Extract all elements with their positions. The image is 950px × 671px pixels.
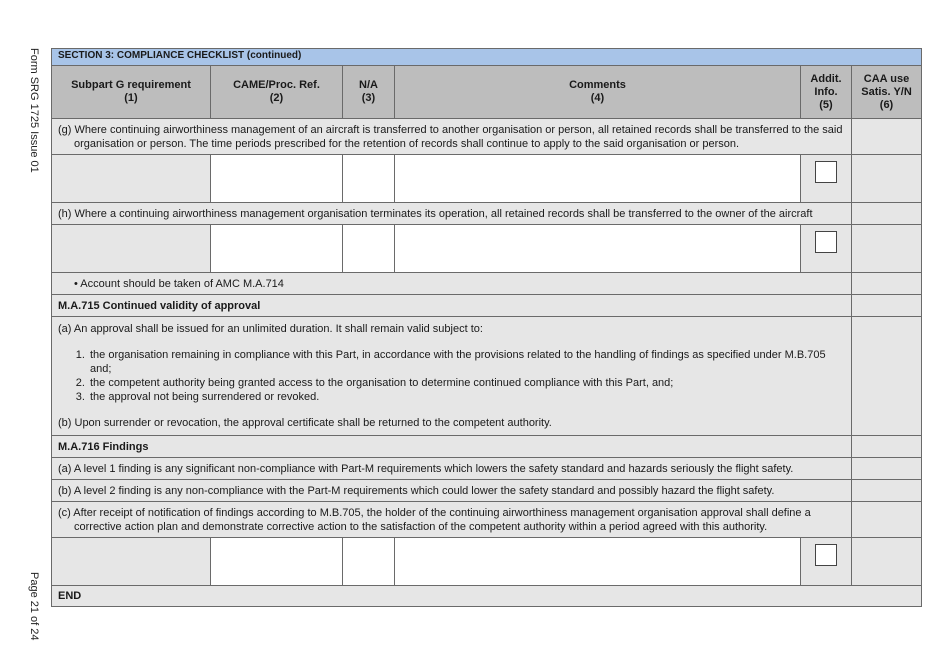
section-title: SECTION 3: COMPLIANCE CHECKLIST (continued) (52, 49, 922, 66)
requirement-row-h (52, 203, 922, 225)
ma715-title: M.A.715 Continued validity of approval (52, 295, 852, 317)
col-header-na: N/A (3) (343, 66, 395, 119)
column-header-row (52, 66, 922, 119)
comments-input[interactable] (395, 538, 801, 586)
requirement-cell (52, 538, 211, 586)
list-item: 3. the approval not being surrendered or revoked. (88, 390, 845, 404)
col-header-requirement: Subpart G requirement (1) (52, 66, 211, 119)
list-item: 2. the competent authority being granted access to the organisation to determine continued compliance with this Part, and; (88, 376, 845, 390)
entry-row-h (52, 225, 922, 273)
ma716-b-text: (b) A level 2 finding is any non-compliance with the Part-M requirements which could lower the safety standard and possibly hazard the flight safety. (52, 480, 852, 502)
page-number-label: Page 21 of 24 (28, 572, 40, 641)
requirement-h-text: (h) Where a continuing airworthiness management organisation terminates its operation, all retained records shall be transferred to the owner of the aircraft (52, 203, 852, 225)
caa-use-cell (852, 502, 922, 538)
caa-use-cell (852, 273, 922, 295)
caa-use-cell (852, 317, 922, 436)
form-number-label: Form SRG 1725 Issue 01 (28, 48, 40, 173)
ma715-body (52, 317, 852, 436)
col-header-addit-info: Addit. Info. (5) (801, 66, 852, 119)
col-header-caa-use: CAA use Satis. Y/N (6) (852, 66, 922, 119)
caa-use-cell (852, 295, 922, 317)
requirement-cell (52, 225, 211, 273)
requirement-row-g (52, 119, 922, 155)
compliance-checklist-table (51, 48, 922, 607)
col-header-came-ref: CAME/Proc. Ref. (2) (211, 66, 343, 119)
addit-info-cell (801, 225, 852, 273)
caa-use-cell (852, 480, 922, 502)
ma715-conditions-list (58, 348, 845, 404)
requirement-g-text: (g) Where continuing airworthiness management of an aircraft is transferred to another organisation or person, all retained records shall be transferred to the said organisation or person. The time periods prescribed for the retention of records shall continue to apply to the said organisation or person. (52, 119, 852, 155)
addit-info-checkbox[interactable] (815, 231, 837, 253)
ma716-c-row (52, 502, 922, 538)
na-input[interactable] (343, 155, 395, 203)
ma716-b-row (52, 480, 922, 502)
addit-info-cell (801, 538, 852, 586)
list-item: 1. the organisation remaining in compliance with this Part, in accordance with the provisions related to the handling of findings as specified under M.B.705 and; (88, 348, 845, 376)
came-ref-input[interactable] (211, 155, 343, 203)
end-row (52, 586, 922, 607)
ma716-a-row (52, 458, 922, 480)
addit-info-checkbox[interactable] (815, 544, 837, 566)
came-ref-input[interactable] (211, 538, 343, 586)
ma715-b-text: (b) Upon surrender or revocation, the approval certificate shall be returned to the competent authority. (58, 417, 552, 429)
addit-info-cell (801, 155, 852, 203)
ma716-a-text: (a) A level 1 finding is any significant non-compliance with Part-M requirements which lowers the safety standard and hazards seriously the flight safety. (52, 458, 852, 480)
end-label: END (52, 586, 922, 607)
addit-info-checkbox[interactable] (815, 161, 837, 183)
caa-use-cell (852, 203, 922, 225)
section-title-row (52, 49, 922, 66)
entry-row-ma716 (52, 538, 922, 586)
caa-use-cell (852, 538, 922, 586)
comments-input[interactable] (395, 225, 801, 273)
col-header-comments: Comments (4) (395, 66, 801, 119)
ma715-a-text: (a) An approval shall be issued for an unlimited duration. It shall remain valid subject to: (58, 323, 483, 335)
came-ref-input[interactable] (211, 225, 343, 273)
na-input[interactable] (343, 225, 395, 273)
entry-row-g (52, 155, 922, 203)
caa-use-cell (852, 119, 922, 155)
ma715-body-row (52, 317, 922, 436)
amc-note-row (52, 273, 922, 295)
ma715-title-row (52, 295, 922, 317)
ma716-title-row (52, 436, 922, 458)
caa-use-cell (852, 225, 922, 273)
ma716-title: M.A.716 Findings (52, 436, 852, 458)
requirement-cell (52, 155, 211, 203)
comments-input[interactable] (395, 155, 801, 203)
caa-use-cell (852, 155, 922, 203)
amc-note-text: • Account should be taken of AMC M.A.714 (52, 273, 852, 295)
caa-use-cell (852, 436, 922, 458)
caa-use-cell (852, 458, 922, 480)
na-input[interactable] (343, 538, 395, 586)
ma716-c-text: (c) After receipt of notification of findings according to M.B.705, the holder of the continuing airworthiness management organisation approval shall define a corrective action plan and demonstrate corrective action to the satisfaction of the competent authority within a period agreed with this authority. (52, 502, 852, 538)
